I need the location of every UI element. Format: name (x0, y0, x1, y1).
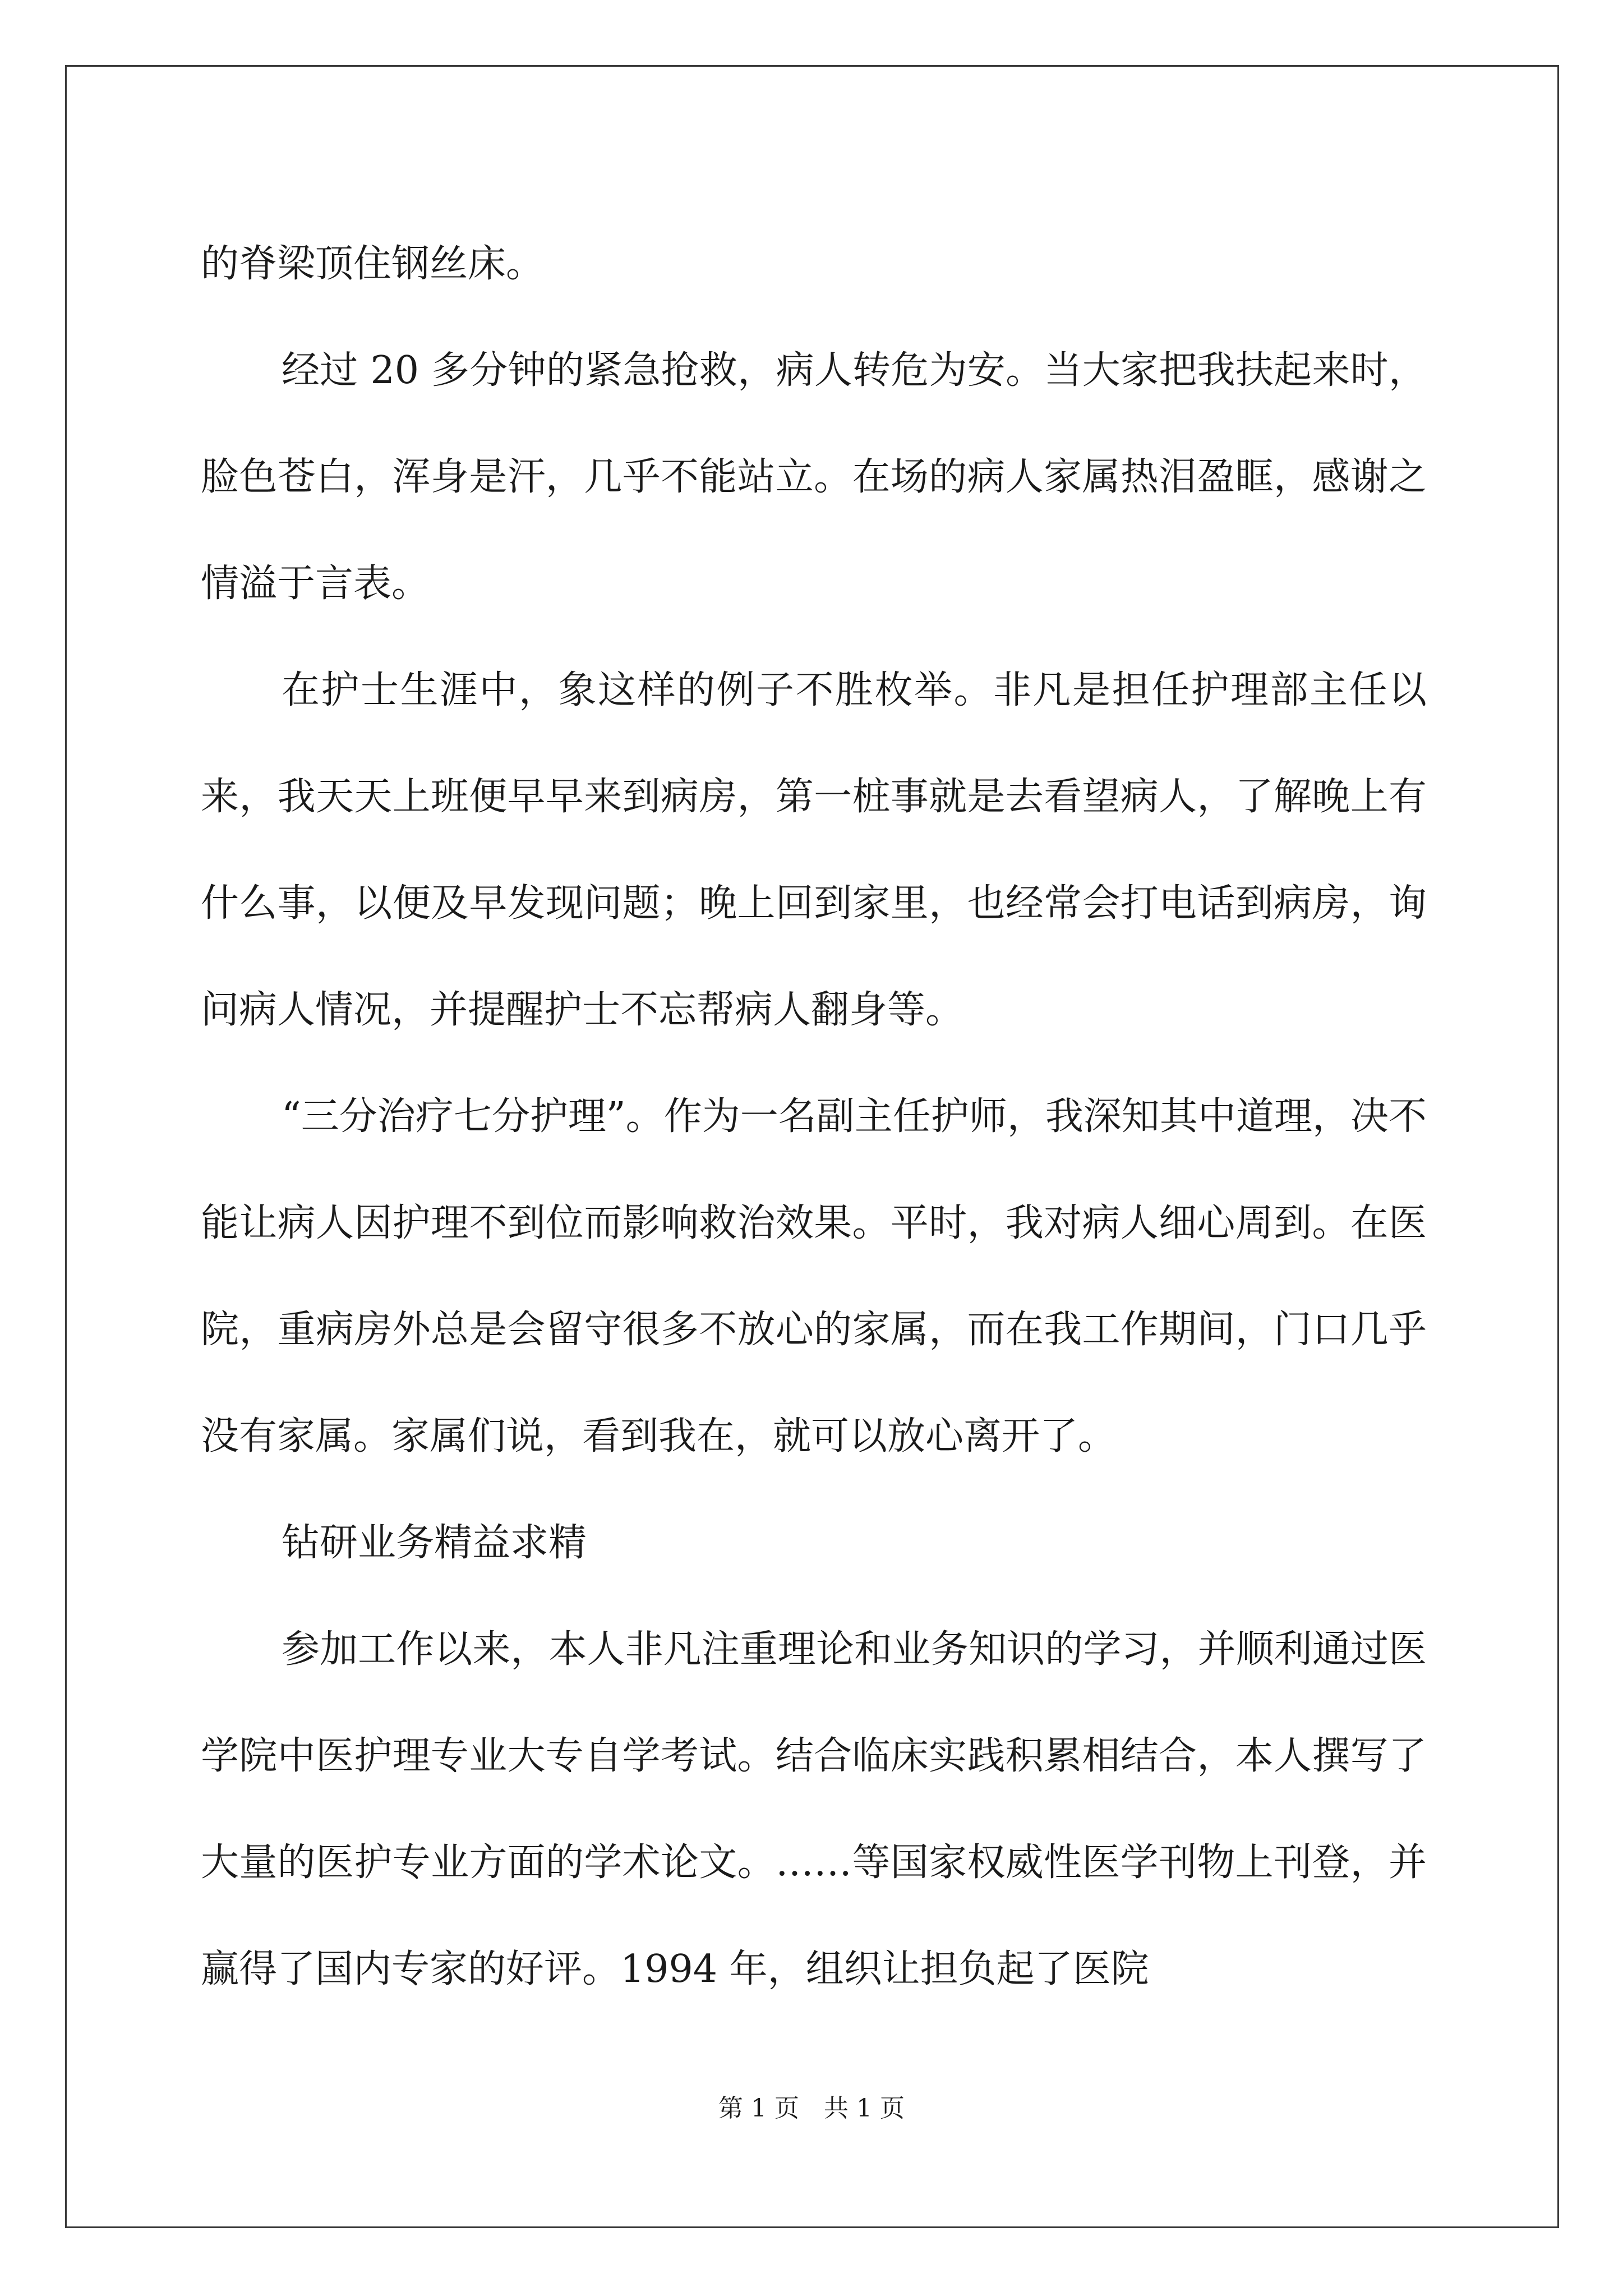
paragraph-3: 在护士生涯中，象这样的例子不胜枚举。非凡是担任护理部主任以来，我天天上班便早早来到病房，第一桩事就是去看望病人，了解晚上有什么事，以便及早发现问题；晚上回到家里，也经常会打电话到病房，询问病人情况，并提醒护士不忘帮病人翻身等。 (201, 668, 1427, 1032)
paragraph-2: 经过 20 多分钟的紧急抢救，病人转危为安。当大家把我扶起来时，脸色苍白，浑身是汗，几乎不能站立。在场的病人家属热泪盈眶，感谢之情溢于言表。 (201, 348, 1427, 606)
paragraph-5: 参加工作以来，本人非凡注重理论和业务知识的学习，并顺利通过医学院中医护理专业大专自学考试。结合临床实践积累相结合，本人撰写了大量的医护专业方面的学术论文。……等国家权威性医学刊物上刊登，并赢得了国内专家的好评。1994 年，组织让担负起了医院 (201, 1627, 1427, 1991)
page-number: 第 1 页 (718, 2094, 799, 2123)
paragraph-1: 的脊梁顶住钢丝床。 (201, 242, 545, 286)
document-body (201, 211, 1427, 2023)
paragraph-4: “三分治疗七分护理”。作为一名副主任护师，我深知其中道理，决不能让病人因护理不到位而影响救治效果。平时，我对病人细心周到。在医院，重病房外总是会留守很多不放心的家属，而在我工作期间，门口几乎没有家属。家属们说，看到我在，就可以放心离开了。 (201, 1094, 1427, 1458)
page-total: 共 1 页 (824, 2094, 905, 2123)
section-heading: 钻研业务精益求精 (282, 1521, 587, 1565)
page-footer (0, 2088, 1623, 2124)
